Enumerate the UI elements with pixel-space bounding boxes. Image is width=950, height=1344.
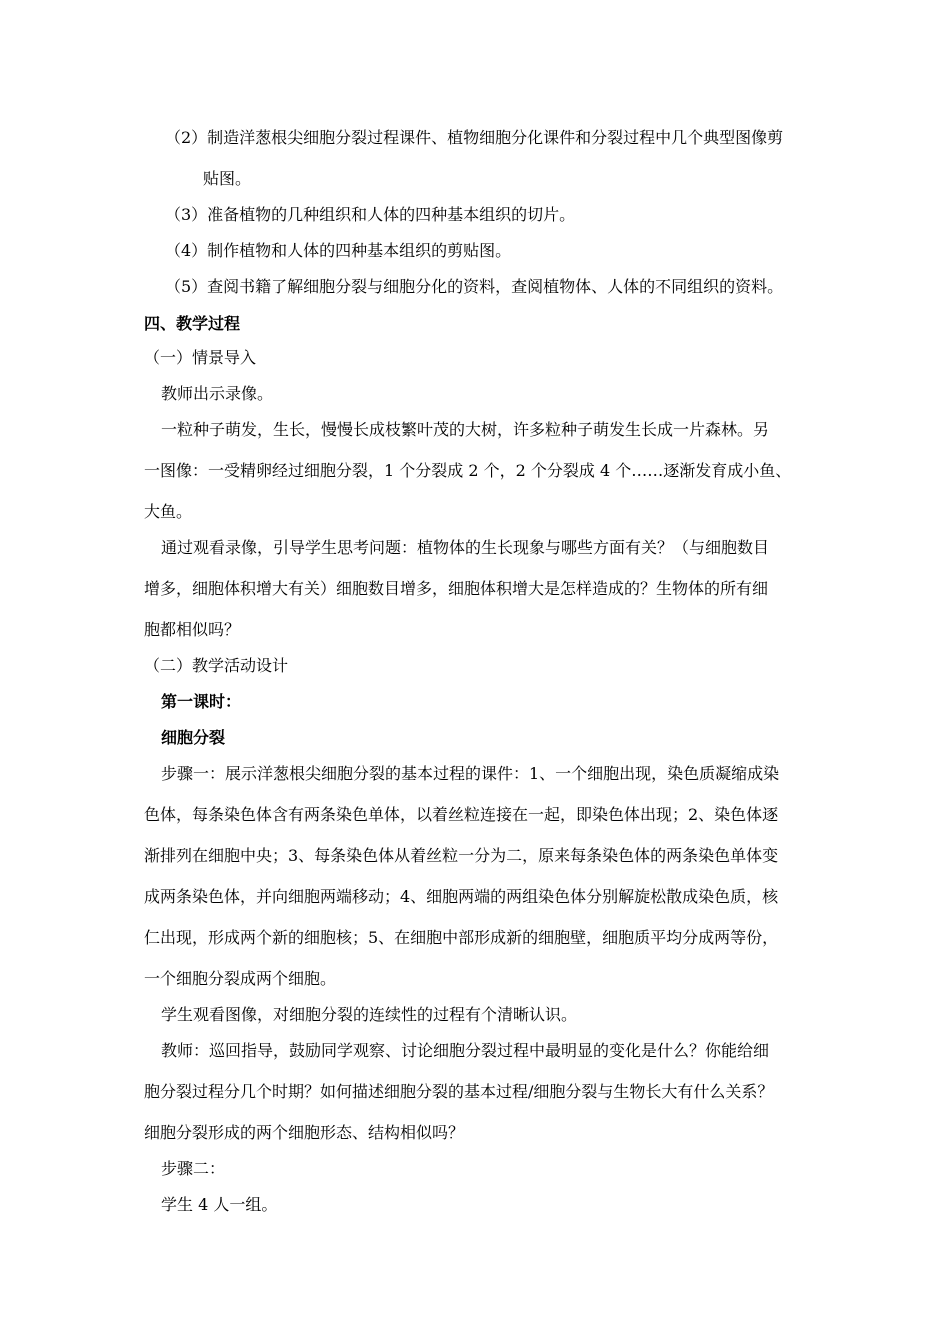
paragraph-line: 胞都相似吗？ <box>144 620 241 639</box>
material-item-2-line2: 贴图。 <box>203 169 252 188</box>
paragraph-line: 步骤一：展示洋葱根尖细胞分裂的基本过程的课件：1、一个细胞出现，染色质凝缩成染 <box>161 764 780 783</box>
paragraph-line: 增多，细胞体积增大有关）细胞数目增多，细胞体积增大是怎样造成的？生物体的所有细 <box>144 579 769 598</box>
paragraph: 教师出示录像。 <box>161 384 274 403</box>
paragraph-line: 色体，每条染色体含有两条染色单体，以着丝粒连接在一起，即染色体出现；2、染色体逐 <box>144 805 779 824</box>
paragraph-line: 成两条染色体，并向细胞两端移动；4、细胞两端的两组染色体分别解旋松散成染色质，核 <box>144 887 779 906</box>
material-item-5: （5）查阅书籍了解细胞分裂与细胞分化的资料，查阅植物体、人体的不同组织的资料。 <box>165 277 784 296</box>
section-heading: 四、教学过程 <box>144 314 241 333</box>
paragraph-line: 一个细胞分裂成两个细胞。 <box>144 969 337 988</box>
lesson-title: 第一课时： <box>161 692 242 711</box>
paragraph: 学生观看图像，对细胞分裂的连续性的过程有个清晰认识。 <box>161 1005 578 1024</box>
paragraph-line: 仁出现，形成两个新的细胞核；5、在细胞中部形成新的细胞壁，细胞质平均分成两等份， <box>144 928 779 947</box>
paragraph: 学生 4 人一组。 <box>161 1195 278 1214</box>
material-item-2-line1: （2）制造洋葱根尖细胞分裂过程课件、植物细胞分化课件和分裂过程中几个典型图像剪 <box>165 128 784 147</box>
paragraph-line: 一粒种子萌发，生长，慢慢长成枝繁叶茂的大树，许多粒种子萌发生长成一片森林。另 <box>161 420 770 439</box>
material-item-4: （4）制作植物和人体的四种基本组织的剪贴图。 <box>165 241 512 260</box>
paragraph-line: 细胞分裂形成的两个细胞形态、结构相似吗？ <box>144 1123 465 1142</box>
material-item-3: （3）准备植物的几种组织和人体的四种基本组织的切片。 <box>165 205 576 224</box>
step-label: 步骤二： <box>161 1159 226 1178</box>
paragraph-line: 胞分裂过程分几个时期？如何描述细胞分裂的基本过程/细胞分裂与生物长大有什么关系？ <box>144 1082 774 1101</box>
paragraph-line: 一图像：一受精卵经过细胞分裂，1 个分裂成 2 个，2 个分裂成 4 个……逐渐发育成小鱼、 <box>144 461 792 480</box>
topic-title: 细胞分裂 <box>161 728 226 747</box>
subsection-heading-2: （二）教学活动设计 <box>144 656 289 675</box>
paragraph-line: 教师：巡回指导，鼓励同学观察、讨论细胞分裂过程中最明显的变化是什么？你能给细 <box>161 1041 770 1060</box>
paragraph-line: 大鱼。 <box>144 502 193 521</box>
paragraph-line: 渐排列在细胞中央；3、每条染色体从着丝粒一分为二，原来每条染色体的两条染色单体变 <box>144 846 779 865</box>
subsection-heading-1: （一）情景导入 <box>144 348 257 367</box>
paragraph-line: 通过观看录像，引导学生思考问题：植物体的生长现象与哪些方面有关？（与细胞数目 <box>161 538 770 557</box>
